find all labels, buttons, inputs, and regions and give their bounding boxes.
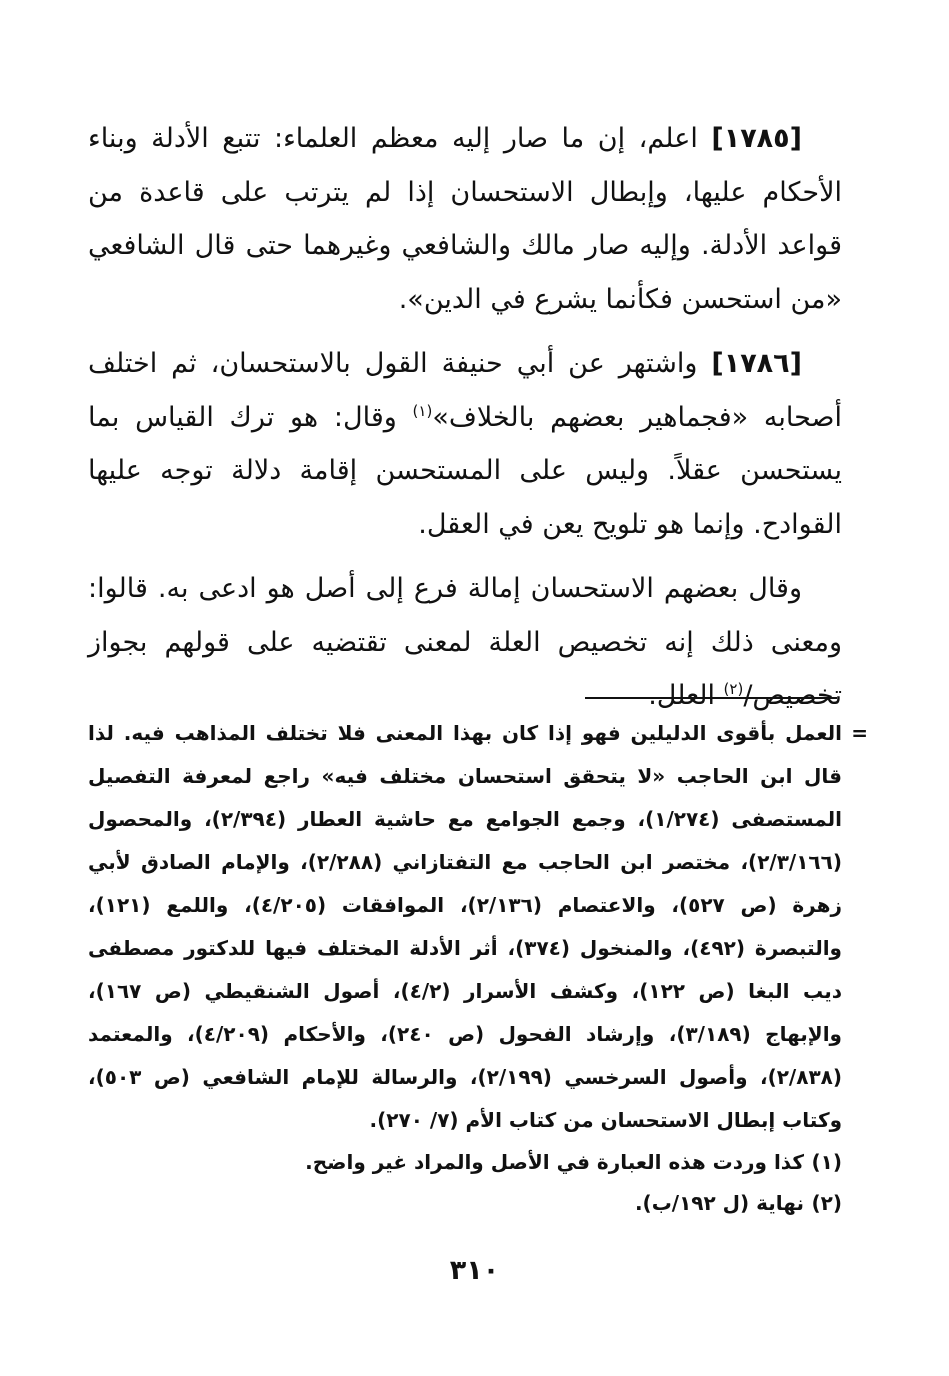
main-text bbox=[88, 112, 842, 723]
footnote-number: (٢) bbox=[811, 1191, 842, 1215]
footnote-ref-2[interactable]: (٢) bbox=[723, 680, 744, 698]
paragraph-number: [١٧٨٥] bbox=[711, 123, 802, 154]
footnote-number: (١) bbox=[811, 1150, 842, 1174]
paragraph-1786 bbox=[88, 337, 842, 551]
paragraph-text: العلل. bbox=[648, 680, 724, 711]
paragraph-text: وقال: هو ترك القياس بما يستحسن عقلاً. وليس على المستحسن إقامة دلالة توجه عليها القوادح. وإنما هو تلويح يعن في العقل. bbox=[88, 401, 842, 540]
footnote-continuation-text: العمل بأقوى الدليلين فهو إذا كان بهذا المعنى فلا تختلف المذاهب فيه. لذا قال ابن الحاجب «لا يتحقق استحسان مختلف فيه» راجع لمعرفة التفصيل المستصفى (١/٢٧٤)، وجمع الجوامع مع حاشية العطار (٢/٣٩٤)، والمحصول (٢/٣/١٦٦)، مختصر ابن الحاجب مع التفتازاني (٢/٢٨٨)، والإمام الصادق لأبي زهرة (ص ٥٢٧)، والاعتصام (٢/١٣٦)، الموافقات (٤/٢٠٥)، واللمع (١٢١)، والتبصرة (٤٩٢)، والمنخول (٣٧٤)، أثر الأدلة المختلف فيها للدكتور مصطفى ديب البغا (ص ١٢٢)، وكشف الأسرار (٤/٢)، أصول الشنقيطي (ص ١٦٧)، والإبهاج (٣/١٨٩)، وإرشاد الفحول (ص ٢٤٠)، والأحكام (٤/٢٠٩)، والمعتمد (٢/٨٣٨)، وأصول السرخسي (٢/١٩٩)، والرسالة للإمام الشافعي (ص ٥٠٣)، وكتاب إبطال الاستحسان من كتاب الأم (٧/ ٢٧٠). bbox=[88, 721, 842, 1132]
footnote-ref-1[interactable]: (١) bbox=[412, 401, 433, 420]
footnote-2 bbox=[88, 1183, 842, 1224]
footnote-text: نهاية (ل ١٩٢/ب). bbox=[634, 1191, 804, 1215]
paragraph-text: اعلم، إن ما صار إليه معظم العلماء: تتبع الأدلة وبناء الأحكام عليها، وإبطال الاستحسان إذا لم يترتب على قاعدة من قواعد الأدلة. وإليه صار مالك والشافعي وغيرهما حتى قال الشافعي «من استحسن فكأنما يشرع في الدين». bbox=[88, 123, 842, 315]
footnote-text: كذا وردت هذه العبارة في الأصل والمراد غير واضح. bbox=[305, 1150, 804, 1174]
page-number: ٣١٠ bbox=[449, 1255, 500, 1286]
paragraph-text: وقال بعضهم الاستحسان إمالة فرع إلى أصل هو ادعى به. قالوا: ومعنى ذلك إنه تخصيص العلة لمعنى تقتضيه على قولهم بجواز تخصيص/ bbox=[88, 573, 842, 711]
paragraph-1785 bbox=[88, 112, 842, 326]
footnote-separator bbox=[585, 697, 837, 699]
footnote-1 bbox=[88, 1142, 842, 1183]
footnotes bbox=[88, 712, 868, 1224]
paragraph-text: واشتهر عن أبي حنيفة القول بالاستحسان، ثم اختلف أصحابه «فجماهير بعضهم بالخلاف» bbox=[88, 348, 842, 433]
footnote-continuation bbox=[88, 712, 868, 1142]
paragraph-number: [١٧٨٦] bbox=[711, 348, 802, 379]
continuation-mark: = bbox=[851, 721, 868, 745]
